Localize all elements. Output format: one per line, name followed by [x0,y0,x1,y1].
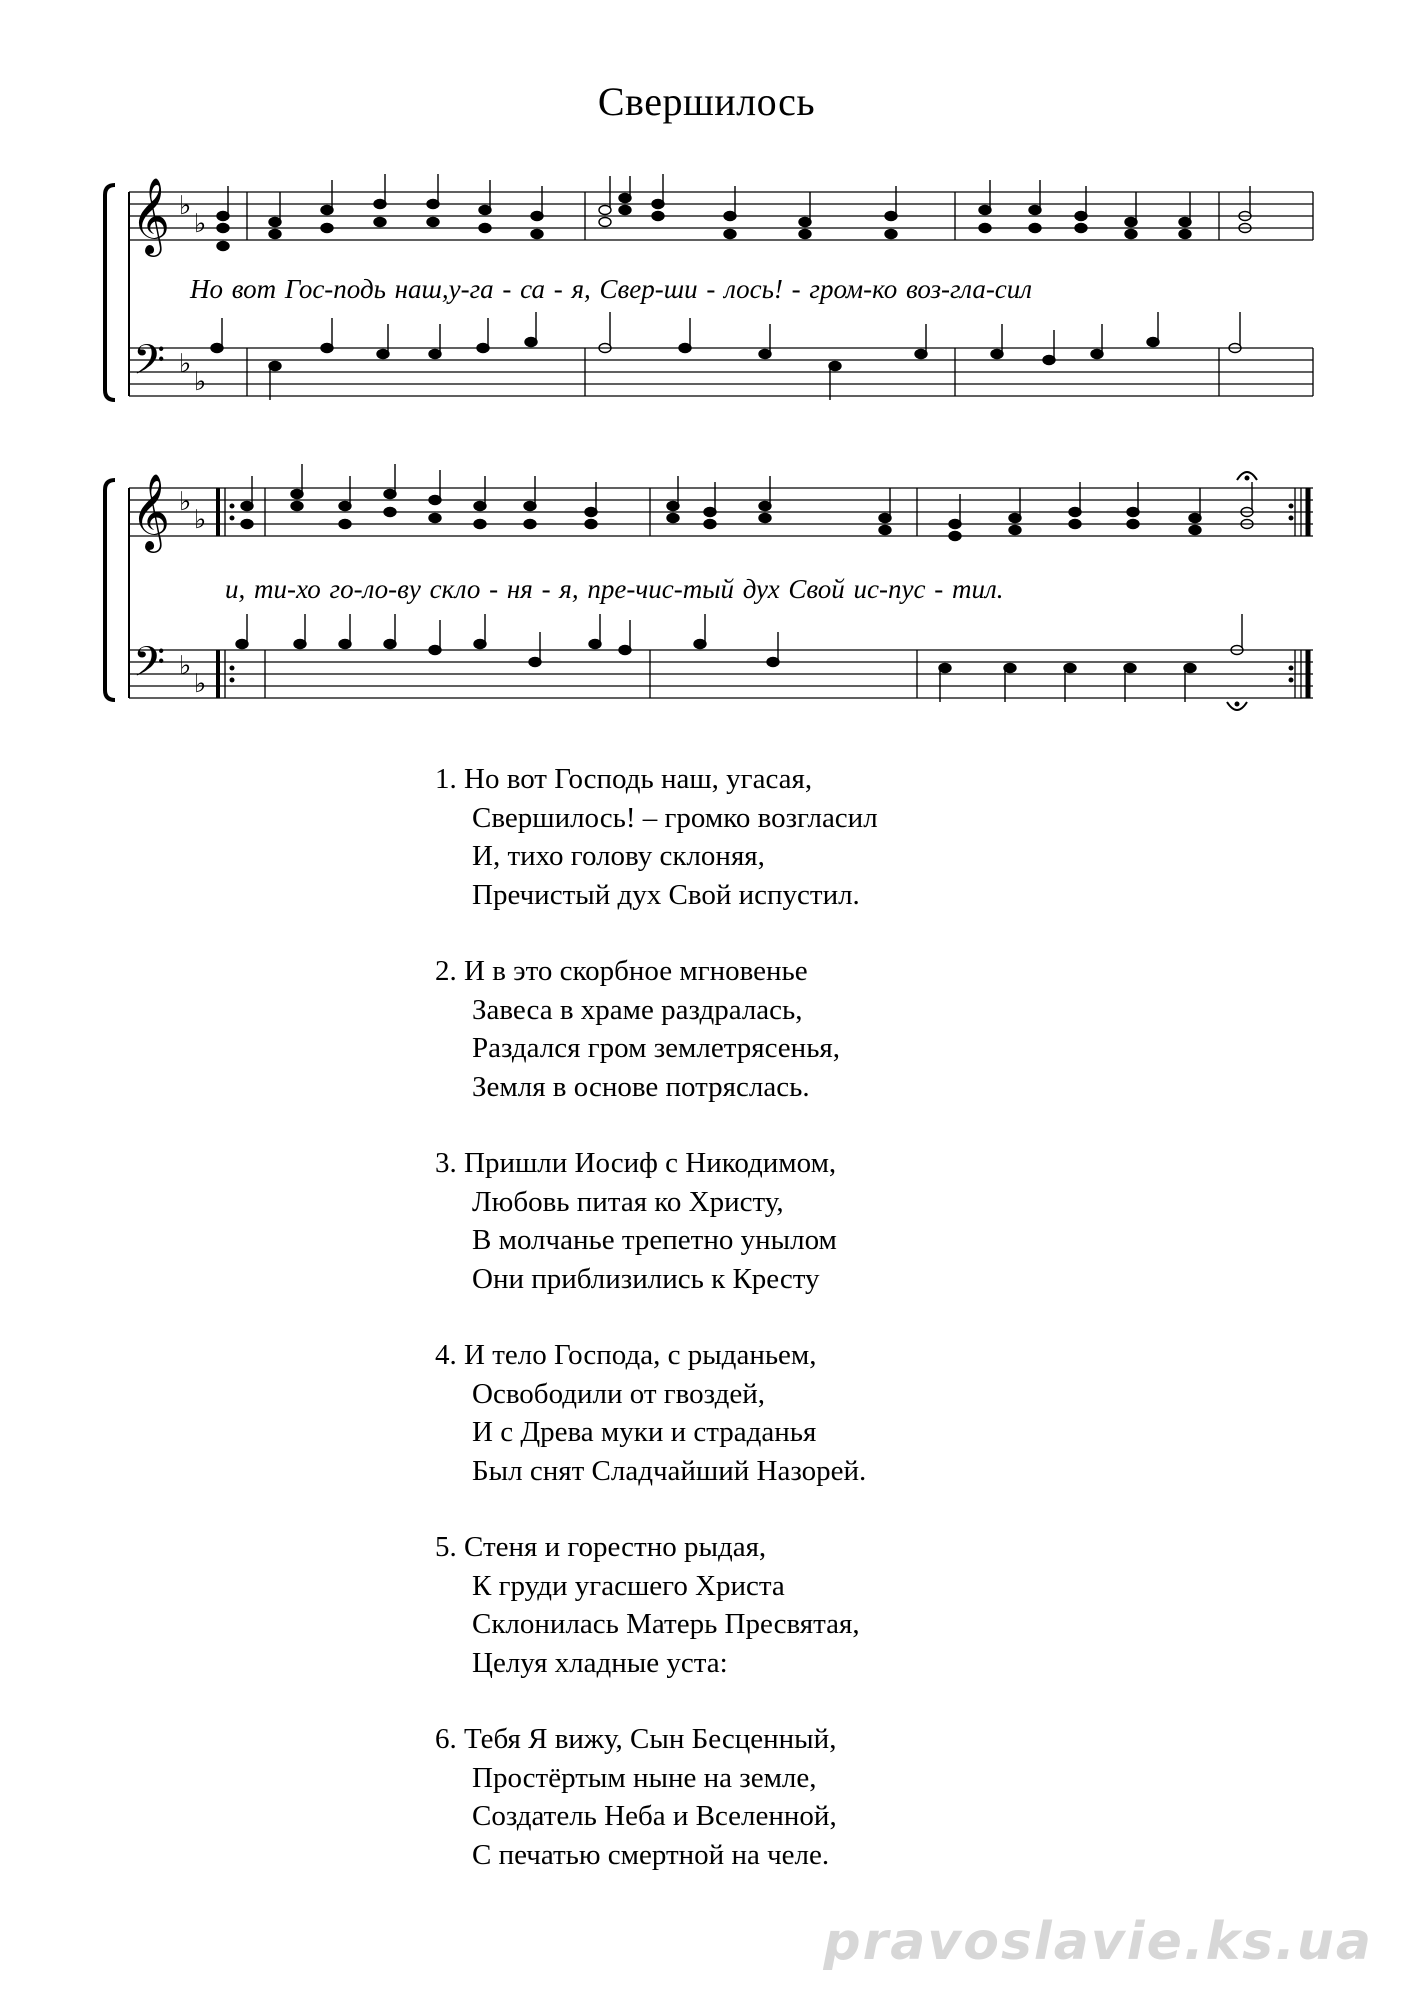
verse-line: Пречистый дух Свой испустил. [472,878,860,911]
verse-line: Земля в основе потряслась. [472,1070,810,1103]
svg-text:𝄞: 𝄞 [131,473,171,550]
verse-line: Завеса в храме раздралась, [472,993,803,1026]
verse-5 [435,1528,878,1682]
verse-line: 6. Тебя Я вижу, Сын Бесценный, [435,1723,837,1755]
verse-line: Простёртым ныне на земле, [472,1761,817,1794]
verse-4 [435,1336,878,1490]
svg-text:♭: ♭ [179,349,192,379]
verse-2 [435,952,878,1106]
svg-text:𝄢: 𝄢 [133,336,166,394]
verse-line: 5. Стеня и горестно рыдая, [435,1531,767,1563]
verse-line: И с Древа муки и страданья [472,1416,817,1448]
verse-line: Создатель Неба и Вселенной, [472,1800,837,1832]
svg-text:♭: ♭ [179,191,192,221]
svg-text:𝄞: 𝄞 [131,177,171,254]
verse-line: 4. И тело Господа, с рыданьем, [435,1339,817,1371]
verse-line: 1. Но вот Господь наш, угасая, [435,763,813,795]
verse-line: 2. И в это скорбное мгновенье [435,955,808,987]
score-system-2 [105,440,1325,710]
page-title: Свершилось [597,79,816,124]
watermark-text: pravoslavie.ks.ua [823,1912,1373,1972]
verse-line: Целуя хладные уста: [472,1646,728,1679]
score-system-1 [105,150,1325,410]
verse-6 [435,1720,878,1874]
verse-line: Они приблизились к Кресту [472,1262,820,1295]
svg-text:♭: ♭ [194,209,207,239]
svg-text:♭: ♭ [194,505,207,535]
lyrics-line-2: и, ти-хо го-ло-ву скло - ня - я, пре-чис-тый дух Свой ис-пус - тил. [225,574,1004,604]
svg-text:♭: ♭ [179,651,192,681]
svg-text:𝄢: 𝄢 [133,638,166,696]
verse-line: С печатью смертной на челе. [472,1838,830,1871]
verse-line: И, тихо голову склоняя, [472,840,765,872]
verse-1 [435,760,878,914]
lyrics-line-1: Но вот Гос-подь наш,у-га - са - я, Свер-ши - лось! - гром-ко воз-гла-сил [190,274,1033,304]
verse-line: Освободили от гвоздей, [472,1377,766,1410]
verse-line: Свершилось! – громко возгласил [472,801,878,834]
svg-text:♭: ♭ [194,367,207,397]
verse-line: 3. Пришли Иосиф с Никодимом, [435,1147,837,1179]
verse-line: В молчанье трепетно унылом [472,1224,837,1256]
verse-3 [435,1144,878,1298]
verse-line: К груди угасшего Христа [472,1569,785,1602]
svg-text:♭: ♭ [179,487,192,517]
verses-block [435,760,878,1912]
verse-line: Любовь питая ко Христу, [472,1185,784,1218]
verse-line: Склонилась Матерь Пресвятая, [472,1608,860,1640]
verse-line: Был снят Сладчайший Назорей. [472,1454,867,1487]
svg-text:♭: ♭ [194,669,207,699]
verse-line: Раздался гром землетрясенья, [472,1032,841,1064]
